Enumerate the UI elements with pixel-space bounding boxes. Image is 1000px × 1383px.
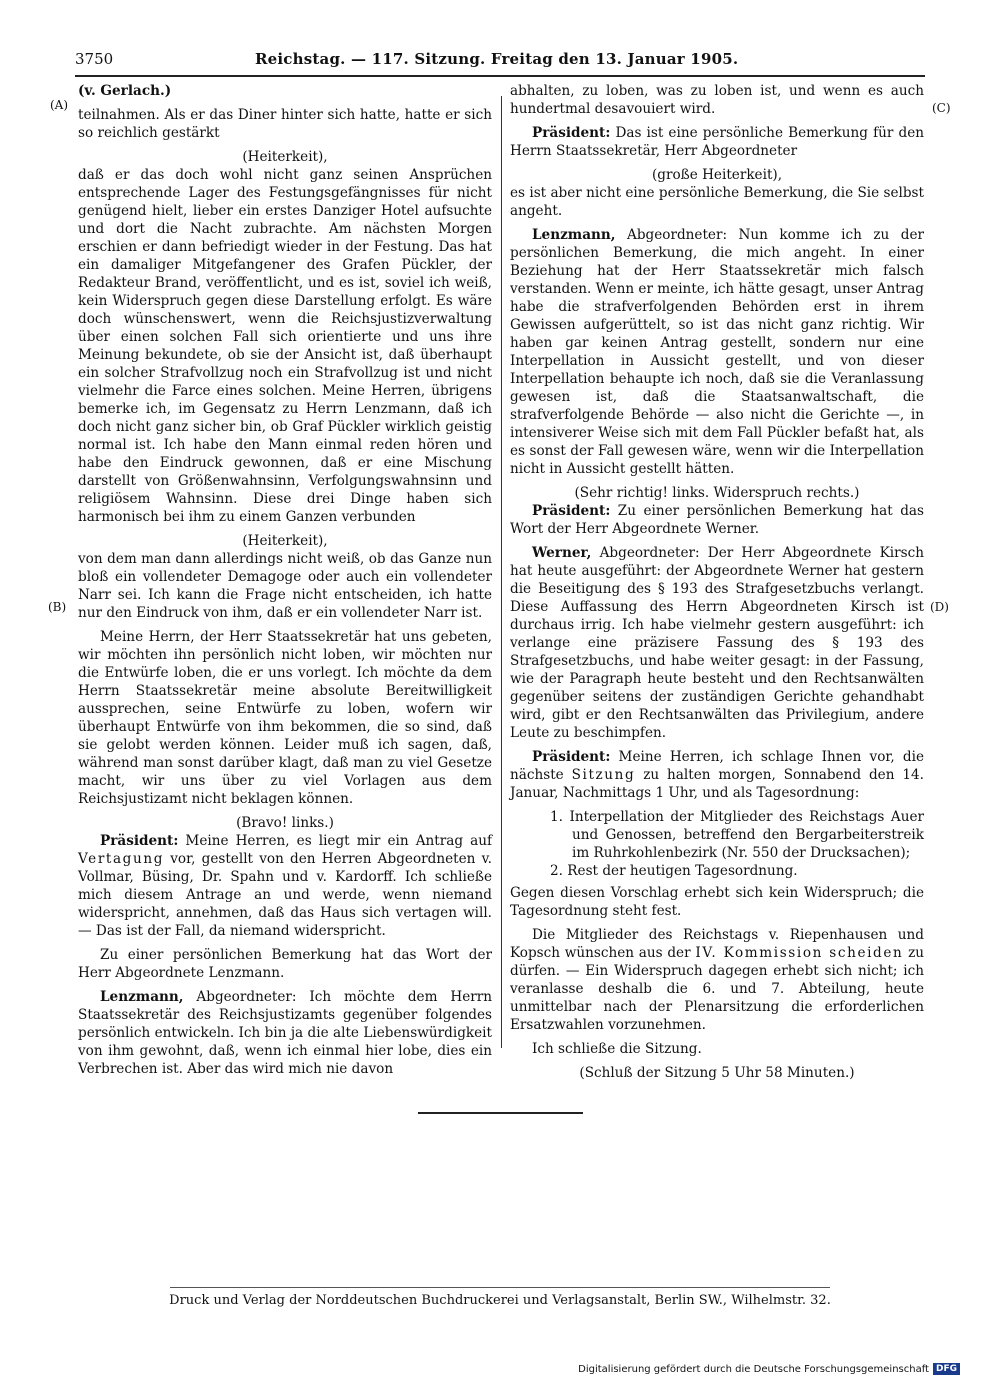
speaker-name: Präsident: — [532, 749, 611, 765]
paragraph: Ich schließe die Sitzung. — [532, 1041, 702, 1057]
speech-werner: Werner, Abgeordneter: Der Herr Abgeordnete Kirsch hat heute ausgeführt: der Abgeordnete Werner hat gestern die Beseitigung des § 193 des Strafgesetzbuchs verlangt. Diese Auffassung des Herrn Abgeordneten Kirsch ist durchaus irrig. Ich habe vielmehr gestern ausgeführt: ich verlange eine präzisere Fassung des § 193 des Strafgesetzbuchs, und habe weiter gesagt: in der Fassung, wie der Paragraph heute besteht und den Rechtsanwälten gegenüber seitens der zuständigen Gerichte gehandhabt wird, gibt er den Rechtsanwälten das Privilegium, andere Leute zu beschimpfen. — [510, 545, 924, 741]
paragraph: Meine Herrn, der Herr Staatssekretär hat uns gebeten, wir möchten ihn persönlich nicht loben, wir möchten nur die Entwürfe loben, die er uns vorlegt. Ich möchte da dem Herrn Staatssekretär meine absolute Bereitwilligkeit aussprechen, seine Entwürfe zu loben, wofern wir überhaupt Entwürfe von ihm bekommen, die so sind, daß sie gelobt werden können. Leider muß ich sagen, daß, während man sonst darüber klagt, daß man zu viel Gesetze macht, wir uns über zu viel Vorlagen aus dem Reichsjustizamt nicht beklagen können. — [78, 629, 492, 807]
interruption: (Sehr richtig! links. Widerspruch rechts.) — [574, 485, 860, 501]
interruption: (Heiterkeit), — [242, 533, 328, 549]
emphasis-spaced: Sitzung — [571, 767, 636, 783]
footer-rule — [170, 1287, 830, 1288]
paragraph: Gegen diesen Vorschlag erhebt sich kein Widerspruch; die Tagesordnung steht fest. — [510, 885, 924, 919]
agenda-item: 2. Rest der heutigen Tagesordnung. — [550, 863, 798, 879]
speaker-name: Lenzmann, — [532, 227, 616, 243]
paragraph-commission: Die Mitglieder des Reichstags v. Riepenhausen und Kopsch wünschen aus der IV. Kommission scheiden zu dürfen. — Ein Widerspruch dagegen erhebt sich nicht; ich veranlasse deshalb die 6. und 7. Abteilung, heute unmittelbar nach der Plenarsitzung die erforderlichen Ersatzwahlen vorzunehmen. — [510, 927, 925, 1033]
continued-speaker: (v. Gerlach.) — [78, 83, 172, 99]
paragraph: von dem man dann allerdings nicht weiß, ob das Ganze nun bloß ein vollendeter Demagoge oder auch ein vollendeter Narr sei. Ich kann die Frage nicht entscheiden, ich hatte nur den Eindruck von ihm, daß er ein vollendeter Narr ist. — [78, 551, 492, 621]
speech-president: Präsident: Zu einer persönlichen Bemerkung hat das Wort der Herr Abgeordnete Werner. — [510, 503, 924, 537]
margin-letter-d: (D) — [930, 600, 949, 614]
dfg-logo: DFG — [933, 1363, 960, 1375]
margin-letter-a: (A) — [50, 98, 69, 112]
speaker-name: Lenzmann, — [100, 989, 184, 1005]
running-title: Reichstag. — 117. Sitzung. Freitag den 13. Januar 1905. — [255, 50, 739, 68]
printer-imprint: Druck und Verlag der Norddeutschen Buchdruckerei und Verlagsanstalt, Berlin SW., Wilhelmstr. 32. — [169, 1293, 831, 1308]
agenda-list — [510, 808, 924, 880]
speaker-name: Präsident: — [532, 125, 611, 141]
emphasis-spaced: IV. Kommission scheiden — [695, 945, 904, 961]
paragraph: es ist aber nicht eine persönliche Bemerkung, die Sie selbst angeht. — [510, 185, 924, 219]
paragraph: daß er das doch wohl nicht ganz seinen Ansprüchen entsprechende Lager des Festungsgefängnisses für nicht genügend hielt, lieber ein erstes Danziger Hotel aufsuchte und dort die Nacht zubrachte. Am nächsten Morgen erschien er dann befriedigt wieder in der Festung. Das hat ein damaliger Mitgefangener des Grafen Pückler, der Redakteur Brand, veröffentlicht, und es ist, soviel ich weiß, kein Widerspruch gegen diese Darstellung erfolgt. Es wäre doch wünschenswert, wenn die Reichsjustizverwaltung über einen solchen Fall sich orientierte und uns ihre Meinung bekundete, ob sie der Ansicht ist, daß überhaupt ein solcher Strafvollzug noch ein Strafvollzug ist und nicht vielmehr die Farce eines solchen. Meine Herren, übrigens bemerke ich, im Gegensatz zu Herrn Lenzmann, daß ich doch nicht ganz sicher bin, ob Graf Pückler wirklich geistig normal ist. Ich habe den Mann einmal reden hören und habe den Eindruck gewonnen, daß er eine Mischung darstellt von Größenwahnsinn, Verfolgungswahnsinn und religiösem Wahnsinn. Diese drei Dinge haben sich harmonisch bei ihm zu einem Ganzen verbunden — [78, 167, 492, 525]
paragraph: abhalten, zu loben, was zu loben ist, und wenn es auch hundertmal desavouiert wird. — [510, 83, 924, 117]
session-closing: (Schluß der Sitzung 5 Uhr 58 Minuten.) — [579, 1065, 855, 1081]
speech-lenzmann: Lenzmann, Abgeordneter: Nun komme ich zu der persönlichen Bemerkung, die mich angeht. In einer Beziehung hat der Herr Staatssekretär mich falsch verstanden. Wenn er meinte, ich hätte gesagt, unser Antrag habe die strafverfolgenden Behörden erst in ihrem Gewissen aufgerüttelt, so ist das nicht ganz richtig. Wir haben gar keinen Antrag gestellt, sondern nur eine Interpellation in Aussicht gestellt, und von dieser Interpellation behaupte ich noch, daß sie die Veranlassung gewesen ist, daß die Staatsanwaltschaft, die strafverfolgende Behörde — also nicht die Gerichte —, in intensiverer Weise sich mit dem Fall Pückler befaßt hat, als es sonst der Fall gewesen wäre, wenn wir die Interpellation nicht in Aussicht gestellt hätten. — [510, 227, 925, 477]
emphasis-spaced: Vertagung — [78, 851, 164, 867]
speech-president-adjournment: Präsident: Meine Herren, es liegt mir ein Antrag auf Vertagung vor, gestellt von den Herren Abgeordneten v. Vollmar, Büsing, Dr. Spahn und v. Kardorff. Ich schließe mich diesem Antrage an und werde, wenn niemand widerspricht, annehmen, daß das Haus sich vertagen will. — Das ist der Fall, da niemand widerspricht. — [78, 833, 492, 939]
page-header — [75, 50, 925, 74]
header-rule — [75, 75, 925, 77]
speaker-name: Präsident: — [100, 833, 179, 849]
speaker-name: Werner, — [532, 545, 592, 561]
end-rule — [418, 1112, 583, 1114]
agenda-item: 1. Interpellation der Mitglieder des Reichstags Auer und Genossen, betreffend den Bergarbeiterstreik im Ruhrkohlenbezirk (Nr. 550 der Drucksachen); — [550, 809, 924, 861]
paragraph: Zu einer persönlichen Bemerkung hat das Wort der Herr Abgeordnete Lenzmann. — [78, 947, 492, 981]
right-column — [510, 82, 924, 1082]
speech-president-agenda: Präsident: Meine Herren, ich schlage Ihnen vor, die nächste Sitzung zu halten morgen, Sonnabend den 14. Januar, Nachmittags 1 Uhr, und als Tagesordnung: — [510, 749, 924, 801]
funding-note — [578, 1363, 960, 1375]
margin-letter-b: (B) — [48, 600, 67, 614]
page-number: 3750 — [75, 50, 114, 68]
paragraph: teilnahmen. Als er das Diner hinter sich hatte, hatte er sich so reichlich gestärkt — [78, 107, 492, 141]
margin-letter-c: (C) — [932, 101, 951, 115]
interruption: (Bravo! links.) — [236, 815, 334, 831]
column-divider — [501, 96, 502, 1048]
funding-text: Digitalisierung gefördert durch die Deutsche Forschungsgemeinschaft — [578, 1363, 929, 1375]
speech-president: Präsident: Das ist eine persönliche Bemerkung für den Herrn Staatssekretär, Herr Abgeordneter — [510, 125, 924, 159]
speaker-name: Präsident: — [532, 503, 611, 519]
interruption: (Heiterkeit), — [242, 149, 328, 165]
speech-lenzmann: Lenzmann, Abgeordneter: Ich möchte dem Herrn Staatssekretär des Reichsjustizamts gegenüber folgendes persönlich entwickeln. Ich bin ja die alte Liebenswürdigkeit von ihm gewohnt, daß, wenn ich einmal hier lobe, dies ein Verbrechen ist. Aber das wird mich nie davon — [78, 989, 493, 1077]
interruption: (große Heiterkeit), — [651, 167, 783, 183]
left-column — [78, 82, 492, 1084]
